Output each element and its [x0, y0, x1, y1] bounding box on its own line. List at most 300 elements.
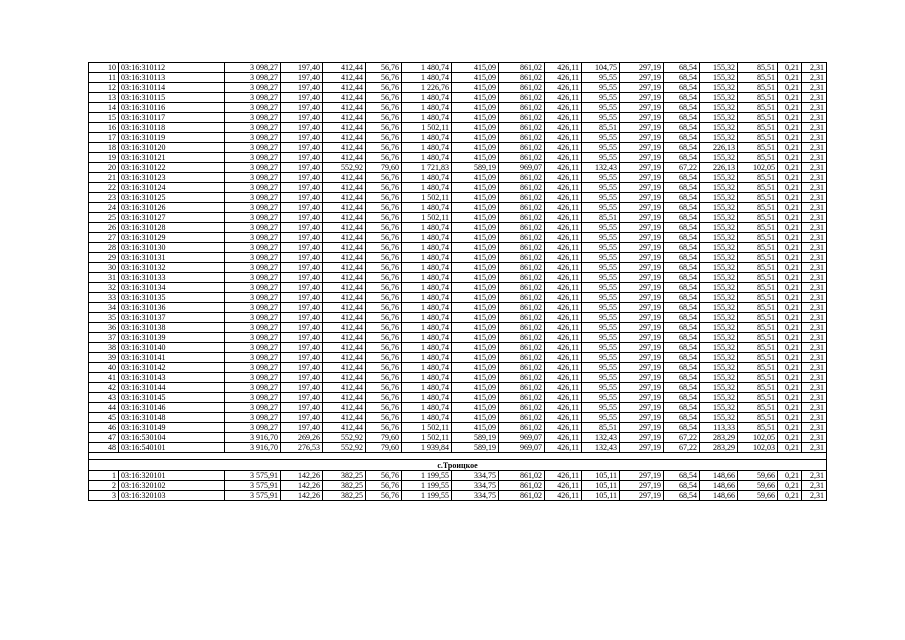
value-cell: 861,02 — [499, 243, 545, 253]
table-row — [89, 133, 827, 143]
value-cell: 68,54 — [664, 471, 700, 481]
value-cell: 861,02 — [499, 303, 545, 313]
table-row — [89, 343, 827, 353]
value-cell: 3 098,27 — [225, 283, 281, 293]
value-cell: 56,76 — [366, 113, 402, 123]
value-cell: 68,54 — [664, 193, 700, 203]
value-cell: 861,02 — [499, 363, 545, 373]
value-cell: 2,31 — [802, 203, 827, 213]
value-cell: 68,54 — [664, 283, 700, 293]
value-cell: 0,21 — [778, 243, 802, 253]
value-cell: 861,02 — [499, 113, 545, 123]
table-row — [89, 383, 827, 393]
value-cell: 2,31 — [802, 383, 827, 393]
value-cell: 59,66 — [738, 481, 778, 491]
value-cell: 426,11 — [545, 173, 582, 183]
value-cell: 3 098,27 — [225, 413, 281, 423]
value-cell: 68,54 — [664, 233, 700, 243]
cadastral-code-cell: 03:16:310142 — [119, 363, 225, 373]
cadastral-code-cell: 03:16:310117 — [119, 113, 225, 123]
value-cell: 1 721,83 — [402, 163, 452, 173]
value-cell: 1 480,74 — [402, 233, 452, 243]
value-cell: 297,19 — [620, 413, 664, 423]
value-cell: 1 502,11 — [402, 193, 452, 203]
value-cell: 297,19 — [620, 63, 664, 73]
value-cell: 56,76 — [366, 323, 402, 333]
value-cell: 105,11 — [582, 481, 620, 491]
table-row — [89, 273, 827, 283]
value-cell: 426,11 — [545, 393, 582, 403]
value-cell: 3 098,27 — [225, 363, 281, 373]
value-cell: 68,54 — [664, 83, 700, 93]
value-cell: 155,32 — [700, 173, 738, 183]
row-number-cell: 19 — [89, 153, 119, 163]
value-cell: 861,02 — [499, 481, 545, 491]
value-cell: 68,54 — [664, 491, 700, 501]
value-cell: 861,02 — [499, 283, 545, 293]
value-cell: 68,54 — [664, 393, 700, 403]
value-cell: 85,51 — [582, 423, 620, 433]
value-cell: 68,54 — [664, 203, 700, 213]
value-cell: 56,76 — [366, 481, 402, 491]
value-cell: 197,40 — [281, 113, 323, 123]
value-cell: 426,11 — [545, 63, 582, 73]
value-cell: 2,31 — [802, 353, 827, 363]
value-cell: 197,40 — [281, 323, 323, 333]
value-cell: 197,40 — [281, 343, 323, 353]
value-cell: 297,19 — [620, 303, 664, 313]
value-cell: 67,22 — [664, 433, 700, 443]
value-cell: 1 480,74 — [402, 343, 452, 353]
value-cell: 269,26 — [281, 433, 323, 443]
value-cell: 426,11 — [545, 303, 582, 313]
value-cell: 95,55 — [582, 73, 620, 83]
value-cell: 95,55 — [582, 363, 620, 373]
value-cell: 1 480,74 — [402, 313, 452, 323]
value-cell: 3 098,27 — [225, 263, 281, 273]
value-cell: 412,44 — [323, 243, 366, 253]
value-cell: 415,09 — [452, 93, 499, 103]
value-cell: 2,31 — [802, 293, 827, 303]
value-cell: 382,25 — [323, 491, 366, 501]
value-cell: 969,07 — [499, 163, 545, 173]
value-cell: 197,40 — [281, 73, 323, 83]
value-cell: 197,40 — [281, 303, 323, 313]
value-cell: 197,40 — [281, 203, 323, 213]
value-cell: 0,21 — [778, 173, 802, 183]
cadastral-code-cell: 03:16:310123 — [119, 173, 225, 183]
value-cell: 861,02 — [499, 471, 545, 481]
cadastral-code-cell: 03:16:320102 — [119, 481, 225, 491]
value-cell: 2,31 — [802, 283, 827, 293]
value-cell: 0,21 — [778, 433, 802, 443]
value-cell: 197,40 — [281, 413, 323, 423]
cadastral-code-cell: 03:16:310124 — [119, 183, 225, 193]
cadastral-code-cell: 03:16:310141 — [119, 353, 225, 363]
value-cell: 0,21 — [778, 373, 802, 383]
value-cell: 1 480,74 — [402, 353, 452, 363]
value-cell: 2,31 — [802, 233, 827, 243]
value-cell: 0,21 — [778, 323, 802, 333]
value-cell: 3 098,27 — [225, 203, 281, 213]
table-row — [89, 63, 827, 73]
value-cell: 412,44 — [323, 213, 366, 223]
value-cell: 197,40 — [281, 123, 323, 133]
value-cell: 155,32 — [700, 313, 738, 323]
value-cell: 382,25 — [323, 471, 366, 481]
value-cell: 415,09 — [452, 423, 499, 433]
cadastral-code-cell: 03:16:310114 — [119, 83, 225, 93]
value-cell: 56,76 — [366, 133, 402, 143]
value-cell: 861,02 — [499, 313, 545, 323]
value-cell: 68,54 — [664, 223, 700, 233]
value-cell: 297,19 — [620, 333, 664, 343]
value-cell: 415,09 — [452, 273, 499, 283]
value-cell: 3 575,91 — [225, 471, 281, 481]
value-cell: 426,11 — [545, 153, 582, 163]
value-cell: 95,55 — [582, 403, 620, 413]
cadastral-code-cell: 03:16:540101 — [119, 443, 225, 453]
value-cell: 426,11 — [545, 233, 582, 243]
row-number-cell: 11 — [89, 73, 119, 83]
value-cell: 412,44 — [323, 223, 366, 233]
table-row — [89, 233, 827, 243]
value-cell: 1 480,74 — [402, 303, 452, 313]
value-cell: 0,21 — [778, 113, 802, 123]
value-cell: 95,55 — [582, 273, 620, 283]
value-cell: 68,54 — [664, 263, 700, 273]
value-cell: 85,51 — [738, 263, 778, 273]
value-cell: 95,55 — [582, 243, 620, 253]
value-cell: 0,21 — [778, 163, 802, 173]
table-row — [89, 333, 827, 343]
row-number-cell: 30 — [89, 263, 119, 273]
value-cell: 2,31 — [802, 393, 827, 403]
value-cell: 415,09 — [452, 233, 499, 243]
value-cell: 155,32 — [700, 393, 738, 403]
value-cell: 155,32 — [700, 243, 738, 253]
value-cell: 1 480,74 — [402, 333, 452, 343]
value-cell: 1 480,74 — [402, 133, 452, 143]
value-cell: 197,40 — [281, 333, 323, 343]
table-row — [89, 253, 827, 263]
value-cell: 148,66 — [700, 471, 738, 481]
value-cell: 3 098,27 — [225, 353, 281, 363]
value-cell: 0,21 — [778, 123, 802, 133]
value-cell: 415,09 — [452, 343, 499, 353]
value-cell: 155,32 — [700, 213, 738, 223]
value-cell: 1 939,84 — [402, 443, 452, 453]
value-cell: 95,55 — [582, 293, 620, 303]
value-cell: 56,76 — [366, 413, 402, 423]
value-cell: 197,40 — [281, 403, 323, 413]
value-cell: 589,19 — [452, 163, 499, 173]
value-cell: 415,09 — [452, 383, 499, 393]
cadastral-code-cell: 03:16:310148 — [119, 413, 225, 423]
value-cell: 95,55 — [582, 173, 620, 183]
cadastral-code-cell: 03:16:530104 — [119, 433, 225, 443]
value-cell: 426,11 — [545, 293, 582, 303]
value-cell: 426,11 — [545, 333, 582, 343]
value-cell: 68,54 — [664, 413, 700, 423]
value-cell: 1 480,74 — [402, 153, 452, 163]
value-cell: 1 199,55 — [402, 471, 452, 481]
value-cell: 1 480,74 — [402, 103, 452, 113]
value-cell: 68,54 — [664, 353, 700, 363]
table-row — [89, 443, 827, 453]
row-number-cell: 47 — [89, 433, 119, 443]
value-cell: 3 098,27 — [225, 313, 281, 323]
value-cell: 197,40 — [281, 373, 323, 383]
value-cell: 155,32 — [700, 233, 738, 243]
value-cell: 148,66 — [700, 491, 738, 501]
value-cell: 95,55 — [582, 303, 620, 313]
cadastral-code-cell: 03:16:310143 — [119, 373, 225, 383]
value-cell: 95,55 — [582, 373, 620, 383]
value-cell: 861,02 — [499, 213, 545, 223]
value-cell: 102,03 — [738, 443, 778, 453]
value-cell: 415,09 — [452, 223, 499, 233]
value-cell: 2,31 — [802, 263, 827, 273]
row-number-cell: 24 — [89, 203, 119, 213]
cadastral-code-cell: 03:16:310131 — [119, 253, 225, 263]
value-cell: 3 098,27 — [225, 153, 281, 163]
value-cell: 0,21 — [778, 83, 802, 93]
value-cell: 297,19 — [620, 173, 664, 183]
value-cell: 2,31 — [802, 491, 827, 501]
value-cell: 415,09 — [452, 153, 499, 163]
value-cell: 3 098,27 — [225, 223, 281, 233]
value-cell: 68,54 — [664, 133, 700, 143]
value-cell: 56,76 — [366, 283, 402, 293]
value-cell: 297,19 — [620, 183, 664, 193]
value-cell: 412,44 — [323, 423, 366, 433]
value-cell: 861,02 — [499, 223, 545, 233]
value-cell: 415,09 — [452, 413, 499, 423]
value-cell: 197,40 — [281, 313, 323, 323]
value-cell: 426,11 — [545, 213, 582, 223]
value-cell: 56,76 — [366, 73, 402, 83]
table-row — [89, 403, 827, 413]
value-cell: 155,32 — [700, 183, 738, 193]
cadastral-code-cell: 03:16:310140 — [119, 343, 225, 353]
value-cell: 3 098,27 — [225, 423, 281, 433]
value-cell: 2,31 — [802, 273, 827, 283]
value-cell: 155,32 — [700, 383, 738, 393]
value-cell: 297,19 — [620, 103, 664, 113]
value-cell: 861,02 — [499, 123, 545, 133]
value-cell: 95,55 — [582, 233, 620, 243]
row-number-cell: 18 — [89, 143, 119, 153]
row-number-cell: 39 — [89, 353, 119, 363]
value-cell: 415,09 — [452, 103, 499, 113]
value-cell: 197,40 — [281, 163, 323, 173]
value-cell: 412,44 — [323, 293, 366, 303]
cadastral-code-cell: 03:16:310133 — [119, 273, 225, 283]
value-cell: 3 575,91 — [225, 481, 281, 491]
value-cell: 0,21 — [778, 443, 802, 453]
row-number-cell: 38 — [89, 343, 119, 353]
value-cell: 155,32 — [700, 133, 738, 143]
value-cell: 197,40 — [281, 173, 323, 183]
value-cell: 426,11 — [545, 383, 582, 393]
value-cell: 0,21 — [778, 491, 802, 501]
value-cell: 2,31 — [802, 143, 827, 153]
value-cell: 0,21 — [778, 223, 802, 233]
table-row — [89, 153, 827, 163]
value-cell: 0,21 — [778, 471, 802, 481]
value-cell: 68,54 — [664, 213, 700, 223]
value-cell: 85,51 — [738, 253, 778, 263]
value-cell: 155,32 — [700, 103, 738, 113]
value-cell: 2,31 — [802, 253, 827, 263]
value-cell: 412,44 — [323, 383, 366, 393]
value-cell: 85,51 — [738, 183, 778, 193]
row-number-cell: 32 — [89, 283, 119, 293]
value-cell: 95,55 — [582, 333, 620, 343]
cadastral-code-cell: 03:16:310137 — [119, 313, 225, 323]
value-cell: 68,54 — [664, 243, 700, 253]
value-cell: 0,21 — [778, 73, 802, 83]
value-cell: 297,19 — [620, 403, 664, 413]
value-cell: 85,51 — [738, 403, 778, 413]
value-cell: 155,32 — [700, 403, 738, 413]
value-cell: 415,09 — [452, 123, 499, 133]
value-cell: 95,55 — [582, 93, 620, 103]
value-cell: 0,21 — [778, 253, 802, 263]
value-cell: 412,44 — [323, 173, 366, 183]
value-cell: 85,51 — [738, 283, 778, 293]
value-cell: 297,19 — [620, 243, 664, 253]
value-cell: 197,40 — [281, 213, 323, 223]
value-cell: 0,21 — [778, 263, 802, 273]
value-cell: 589,19 — [452, 433, 499, 443]
value-cell: 426,11 — [545, 103, 582, 113]
value-cell: 3 098,27 — [225, 63, 281, 73]
value-cell: 412,44 — [323, 123, 366, 133]
value-cell: 155,32 — [700, 123, 738, 133]
value-cell: 412,44 — [323, 373, 366, 383]
cadastral-code-cell: 03:16:310138 — [119, 323, 225, 333]
value-cell: 297,19 — [620, 123, 664, 133]
value-cell: 861,02 — [499, 133, 545, 143]
value-cell: 0,21 — [778, 303, 802, 313]
value-cell: 68,54 — [664, 343, 700, 353]
value-cell: 412,44 — [323, 333, 366, 343]
value-cell: 1 480,74 — [402, 363, 452, 373]
cadastral-code-cell: 03:16:310136 — [119, 303, 225, 313]
value-cell: 95,55 — [582, 83, 620, 93]
value-cell: 334,75 — [452, 481, 499, 491]
value-cell: 0,21 — [778, 213, 802, 223]
value-cell: 56,76 — [366, 303, 402, 313]
value-cell: 297,19 — [620, 263, 664, 273]
row-number-cell: 46 — [89, 423, 119, 433]
value-cell: 3 098,27 — [225, 93, 281, 103]
row-number-cell: 35 — [89, 313, 119, 323]
cadastral-code-cell: 03:16:310113 — [119, 73, 225, 83]
cadastral-code-cell: 03:16:310139 — [119, 333, 225, 343]
value-cell: 3 098,27 — [225, 373, 281, 383]
value-cell: 426,11 — [545, 343, 582, 353]
value-cell: 415,09 — [452, 303, 499, 313]
table-row — [89, 393, 827, 403]
value-cell: 56,76 — [366, 223, 402, 233]
value-cell: 85,51 — [738, 413, 778, 423]
value-cell: 412,44 — [323, 193, 366, 203]
value-cell: 68,54 — [664, 481, 700, 491]
value-cell: 95,55 — [582, 203, 620, 213]
value-cell: 155,32 — [700, 293, 738, 303]
value-cell: 297,19 — [620, 353, 664, 363]
value-cell: 3 098,27 — [225, 213, 281, 223]
value-cell: 1 502,11 — [402, 423, 452, 433]
value-cell: 85,51 — [738, 353, 778, 363]
value-cell: 95,55 — [582, 393, 620, 403]
table-row — [89, 123, 827, 133]
value-cell: 56,76 — [366, 471, 402, 481]
value-cell: 297,19 — [620, 193, 664, 203]
value-cell: 415,09 — [452, 73, 499, 83]
value-cell: 3 098,27 — [225, 183, 281, 193]
value-cell: 861,02 — [499, 203, 545, 213]
value-cell: 426,11 — [545, 123, 582, 133]
value-cell: 56,76 — [366, 243, 402, 253]
value-cell: 1 480,74 — [402, 273, 452, 283]
row-number-cell: 34 — [89, 303, 119, 313]
value-cell: 426,11 — [545, 113, 582, 123]
value-cell: 155,32 — [700, 263, 738, 273]
table-row — [89, 353, 827, 363]
value-cell: 85,51 — [738, 193, 778, 203]
value-cell: 102,05 — [738, 433, 778, 443]
value-cell: 197,40 — [281, 273, 323, 283]
value-cell: 68,54 — [664, 273, 700, 283]
value-cell: 283,29 — [700, 443, 738, 453]
value-cell: 56,76 — [366, 423, 402, 433]
value-cell: 197,40 — [281, 353, 323, 363]
table-row — [89, 363, 827, 373]
value-cell: 297,19 — [620, 253, 664, 263]
value-cell: 56,76 — [366, 143, 402, 153]
value-cell: 68,54 — [664, 383, 700, 393]
value-cell: 85,51 — [738, 293, 778, 303]
value-cell: 3 098,27 — [225, 123, 281, 133]
value-cell: 412,44 — [323, 253, 366, 263]
value-cell: 1 502,11 — [402, 433, 452, 443]
value-cell: 3 098,27 — [225, 343, 281, 353]
value-cell: 1 480,74 — [402, 373, 452, 383]
value-cell: 68,54 — [664, 373, 700, 383]
value-cell: 155,32 — [700, 283, 738, 293]
value-cell: 415,09 — [452, 373, 499, 383]
value-cell: 297,19 — [620, 113, 664, 123]
value-cell: 85,51 — [738, 243, 778, 253]
value-cell: 0,21 — [778, 143, 802, 153]
value-cell: 155,32 — [700, 363, 738, 373]
value-cell: 2,31 — [802, 183, 827, 193]
value-cell: 426,11 — [545, 443, 582, 453]
row-number-cell: 28 — [89, 243, 119, 253]
value-cell: 426,11 — [545, 163, 582, 173]
value-cell: 0,21 — [778, 313, 802, 323]
value-cell: 3 098,27 — [225, 103, 281, 113]
cadastral-code-cell: 03:16:310130 — [119, 243, 225, 253]
value-cell: 3 098,27 — [225, 133, 281, 143]
value-cell: 85,51 — [738, 273, 778, 283]
value-cell: 155,32 — [700, 253, 738, 263]
value-cell: 85,51 — [738, 233, 778, 243]
